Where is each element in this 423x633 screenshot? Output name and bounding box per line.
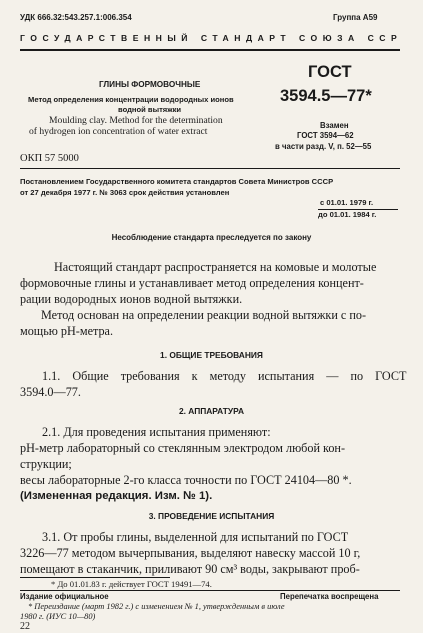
okp-rule [20, 168, 400, 169]
footnote: * До 01.01.83 г. действует ГОСТ 19491—74. [51, 579, 212, 589]
official-edition: Издание официальное [20, 592, 109, 601]
intro-p2-line1: Метод основан на определении реакции водной вытяжки с по- [41, 308, 367, 322]
replaces-label: Взамен [320, 121, 349, 130]
section-2-line4: весы лабораторные 2-го класса точности по ГОСТ 24104—80 *. [20, 473, 352, 487]
gost-number: 3594.5—77* [280, 87, 372, 105]
udk-code: УДК 666.32:543.257.1:006.354 [20, 13, 132, 22]
section-3-line1: 3.1. От пробы глины, выделенной для испытаний по ГОСТ [42, 530, 349, 544]
section-2-amendment: (Измененная редакция. Изм. № 1). [20, 490, 213, 502]
footnote-rule [20, 577, 170, 578]
section-1-heading: 1. ОБЩИЕ ТРЕБОВАНИЯ [160, 350, 263, 360]
group-code: Группа А59 [333, 13, 378, 22]
intro-p1-line3: рации водородных ионов водной вытяжки. [20, 292, 243, 306]
decree-date-from: с 01.01. 1979 г. [320, 198, 374, 207]
title-ru-line3: водной вытяжки [118, 105, 182, 114]
state-standard-banner: ГОСУДАРСТВЕННЫЙ СТАНДАРТ СОЮЗА ССР [20, 33, 403, 43]
title-en-line1: Moulding clay. Method for the determination [49, 115, 223, 126]
banner-rule [20, 49, 400, 51]
okp-code: ОКП 57 5000 [20, 153, 79, 164]
reissue-line1: * Переиздание (март 1982 г.) с изменением № 1, утвержденным в июле [28, 602, 285, 611]
legal-notice: Несоблюдение стандарта преследуется по закону [111, 233, 312, 242]
intro-p1-line1: Настоящий стандарт распространяется на комовые и молотые [54, 260, 377, 274]
section-2-line2: pH-метр лабораторный со стеклянным электродом любой кон- [20, 441, 346, 455]
decree-date-to: до 01.01. 1984 г. [318, 210, 377, 219]
page-number: 22 [20, 621, 30, 632]
intro-p2-line2: мощью pH-метра. [20, 324, 114, 338]
intro-p1-line2: формовочные глины и устанавливает метод определения концент- [20, 276, 364, 290]
title-ru-line2: Метод определения концентрации водородных ионов [28, 95, 234, 104]
section-2-heading: 2. АППАРАТУРА [178, 406, 245, 416]
decree-line1: Постановлением Государственного комитета стандартов Совета Министров СССР [20, 177, 334, 186]
section-3-line2: 3226—77 методом вычерпывания, выделяют навеску массой 10 г, [20, 546, 361, 560]
section-3-line3: помещают в стаканчик, приливают 90 см³ воды, закрывают проб- [20, 562, 360, 576]
section-2-line3: струкции; [20, 457, 72, 471]
reprint-prohibited: Перепечатка воспрещена [280, 592, 379, 601]
section-3-heading: 3. ПРОВЕДЕНИЕ ИСПЫТАНИЯ [148, 511, 275, 521]
footer-rule [20, 590, 400, 591]
replaces-part: в части разд. V, п. 52—55 [275, 142, 372, 151]
section-2-line1: 2.1. Для проведения испытания применяют: [42, 425, 271, 439]
section-1-line2: 3594.0—77. [20, 385, 81, 399]
gost-label: ГОСТ [308, 63, 352, 81]
title-ru-line1: ГЛИНЫ ФОРМОВОЧНЫЕ [99, 80, 201, 89]
decree-line2: от 27 декабря 1977 г. № 3063 срок действия установлен [20, 188, 230, 197]
reissue-line2: 1980 г. (ИУС 10—80) [20, 612, 96, 621]
section-1-line1: 1.1. Общие требования к методу испытания — по ГОСТ [42, 369, 407, 383]
title-en-line2: of hydrogen ion concentration of water extract [29, 126, 208, 137]
replaces-standard: ГОСТ 3594—62 [297, 131, 354, 140]
